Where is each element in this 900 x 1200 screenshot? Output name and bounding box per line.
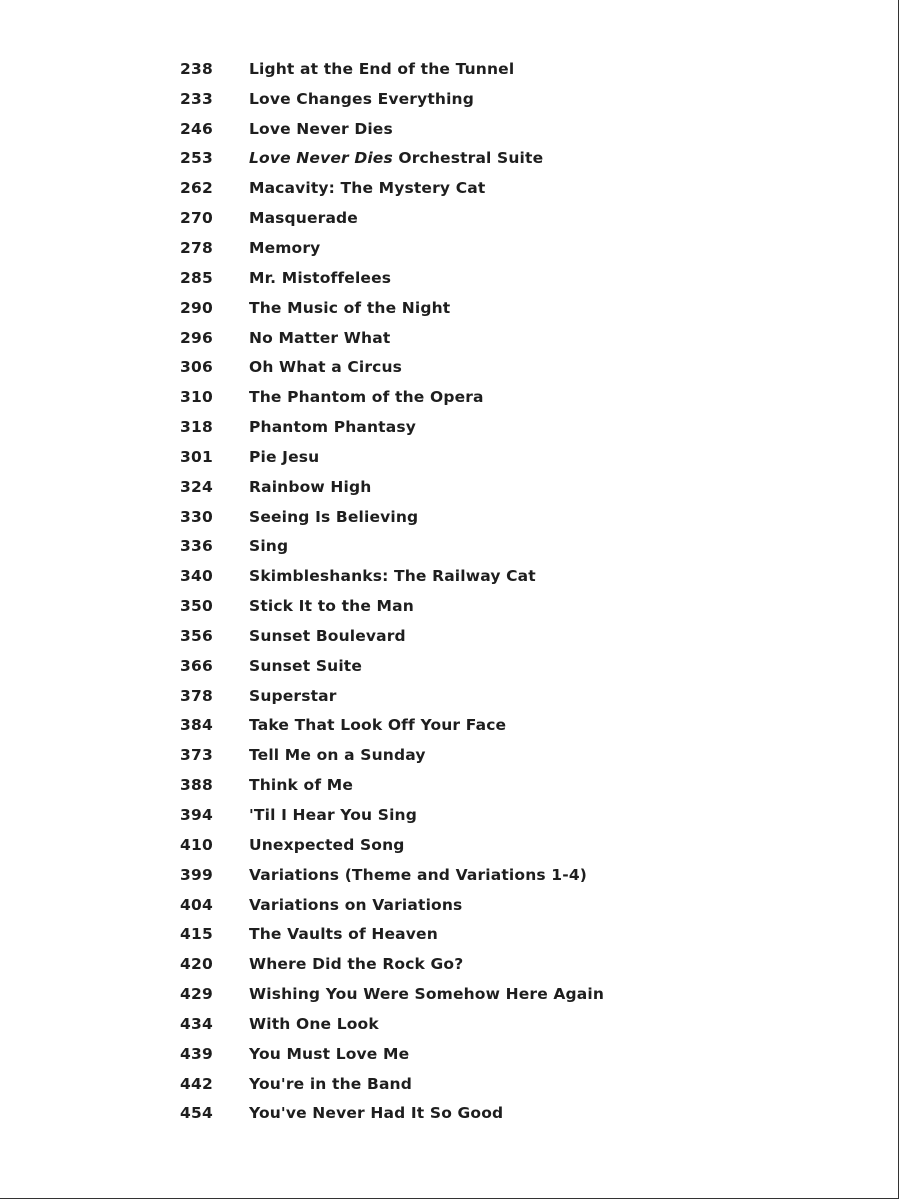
song-title-italic-part: Love Never Dies bbox=[249, 149, 393, 168]
toc-entry bbox=[0, 472, 898, 502]
page-number: 439 bbox=[180, 1044, 213, 1063]
page-number: 301 bbox=[180, 447, 213, 466]
song-title: The Phantom of the Opera bbox=[249, 388, 484, 407]
song-title: Unexpected Song bbox=[249, 835, 405, 854]
page-number: 404 bbox=[180, 895, 213, 914]
page-number: 296 bbox=[180, 328, 213, 347]
toc-entry bbox=[0, 1039, 898, 1069]
song-title: Rainbow High bbox=[249, 477, 372, 496]
page-number: 253 bbox=[180, 149, 213, 168]
song-title: Love Never Dies bbox=[249, 119, 393, 138]
song-title: No Matter What bbox=[249, 328, 391, 347]
toc-entry bbox=[0, 233, 898, 263]
page-number: 442 bbox=[180, 1074, 213, 1093]
toc-entry bbox=[0, 919, 898, 949]
song-title: Memory bbox=[249, 238, 321, 257]
toc-entry bbox=[0, 890, 898, 920]
song-title: The Vaults of Heaven bbox=[249, 925, 438, 944]
page-number: 410 bbox=[180, 835, 213, 854]
page-number: 420 bbox=[180, 955, 213, 974]
page-number: 278 bbox=[180, 238, 213, 257]
song-title: Sunset Boulevard bbox=[249, 626, 406, 645]
toc-entry bbox=[0, 263, 898, 293]
toc-entry bbox=[0, 621, 898, 651]
page-number: 373 bbox=[180, 746, 213, 765]
page-number: 330 bbox=[180, 507, 213, 526]
toc-entry bbox=[0, 203, 898, 233]
page-number: 306 bbox=[180, 358, 213, 377]
song-title: The Music of the Night bbox=[249, 298, 451, 317]
song-title: 'Til I Hear You Sing bbox=[249, 806, 417, 825]
page-number: 233 bbox=[180, 89, 213, 108]
page-number: 356 bbox=[180, 626, 213, 645]
page-number: 318 bbox=[180, 418, 213, 437]
page-number: 324 bbox=[180, 477, 213, 496]
toc-entry bbox=[0, 740, 898, 770]
page-number: 340 bbox=[180, 567, 213, 586]
song-title: Phantom Phantasy bbox=[249, 418, 416, 437]
page-number: 388 bbox=[180, 776, 213, 795]
page-number: 238 bbox=[180, 59, 213, 78]
song-title: Tell Me on a Sunday bbox=[249, 746, 426, 765]
song-title: Sing bbox=[249, 537, 289, 556]
toc-entry bbox=[0, 800, 898, 830]
toc-entry bbox=[0, 54, 898, 84]
page-number: 246 bbox=[180, 119, 213, 138]
toc-entry bbox=[0, 1009, 898, 1039]
toc-entry bbox=[0, 591, 898, 621]
song-title: You've Never Had It So Good bbox=[249, 1104, 504, 1123]
page-number: 310 bbox=[180, 388, 213, 407]
toc-entry bbox=[0, 352, 898, 382]
toc-entry bbox=[0, 323, 898, 353]
page-number: 262 bbox=[180, 179, 213, 198]
toc-entry bbox=[0, 651, 898, 681]
toc-entry bbox=[0, 84, 898, 114]
song-title: Take That Look Off Your Face bbox=[249, 716, 507, 735]
toc-entry bbox=[0, 144, 898, 174]
toc-entry bbox=[0, 173, 898, 203]
page-number: 290 bbox=[180, 298, 213, 317]
page-number: 336 bbox=[180, 537, 213, 556]
toc-entry bbox=[0, 1069, 898, 1099]
toc-entry bbox=[0, 711, 898, 741]
toc-entry bbox=[0, 1099, 898, 1129]
song-title: With One Look bbox=[249, 1014, 379, 1033]
page-number: 429 bbox=[180, 985, 213, 1004]
toc-entry bbox=[0, 561, 898, 591]
song-title: Where Did the Rock Go? bbox=[249, 955, 464, 974]
page-number: 434 bbox=[180, 1014, 213, 1033]
song-title: Variations on Variations bbox=[249, 895, 463, 914]
song-title: Seeing Is Believing bbox=[249, 507, 419, 526]
song-title: You Must Love Me bbox=[249, 1044, 410, 1063]
page-number: 350 bbox=[180, 597, 213, 616]
song-title-rest: Orchestral Suite bbox=[392, 149, 544, 168]
song-title: Light at the End of the Tunnel bbox=[249, 59, 515, 78]
song-title bbox=[213, 149, 543, 167]
toc-entry bbox=[0, 949, 898, 979]
toc-entry bbox=[0, 770, 898, 800]
song-title: Oh What a Circus bbox=[249, 358, 403, 377]
song-title: Variations (Theme and Variations 1-4) bbox=[249, 865, 587, 884]
page-number: 285 bbox=[180, 268, 213, 287]
song-title: Superstar bbox=[249, 686, 337, 705]
song-title: Masquerade bbox=[249, 209, 358, 228]
song-title: Love Changes Everything bbox=[249, 89, 474, 108]
song-title: Wishing You Were Somehow Here Again bbox=[249, 985, 605, 1004]
toc-entry bbox=[0, 681, 898, 711]
toc-entry bbox=[0, 293, 898, 323]
page-number: 378 bbox=[180, 686, 213, 705]
toc-entry bbox=[0, 979, 898, 1009]
toc-entry bbox=[0, 532, 898, 562]
song-title: Pie Jesu bbox=[249, 447, 320, 466]
toc-entry bbox=[0, 114, 898, 144]
page-number: 399 bbox=[180, 865, 213, 884]
page-number: 454 bbox=[180, 1104, 213, 1123]
song-title: Mr. Mistoffelees bbox=[249, 268, 392, 287]
page-number: 384 bbox=[180, 716, 213, 735]
table-of-contents bbox=[0, 54, 898, 1128]
page-number: 270 bbox=[180, 209, 213, 228]
toc-entry bbox=[0, 830, 898, 860]
song-title: Macavity: The Mystery Cat bbox=[249, 179, 486, 198]
page-number: 394 bbox=[180, 806, 213, 825]
page-number: 415 bbox=[180, 925, 213, 944]
toc-entry bbox=[0, 442, 898, 472]
song-title: Think of Me bbox=[249, 776, 354, 795]
toc-entry bbox=[0, 382, 898, 412]
page-number: 366 bbox=[180, 656, 213, 675]
toc-entry bbox=[0, 412, 898, 442]
song-title: You're in the Band bbox=[249, 1074, 412, 1093]
song-title: Skimbleshanks: The Railway Cat bbox=[249, 567, 536, 586]
toc-entry bbox=[0, 502, 898, 532]
song-title: Stick It to the Man bbox=[249, 597, 414, 616]
toc-entry bbox=[0, 860, 898, 890]
song-title: Sunset Suite bbox=[249, 656, 363, 675]
